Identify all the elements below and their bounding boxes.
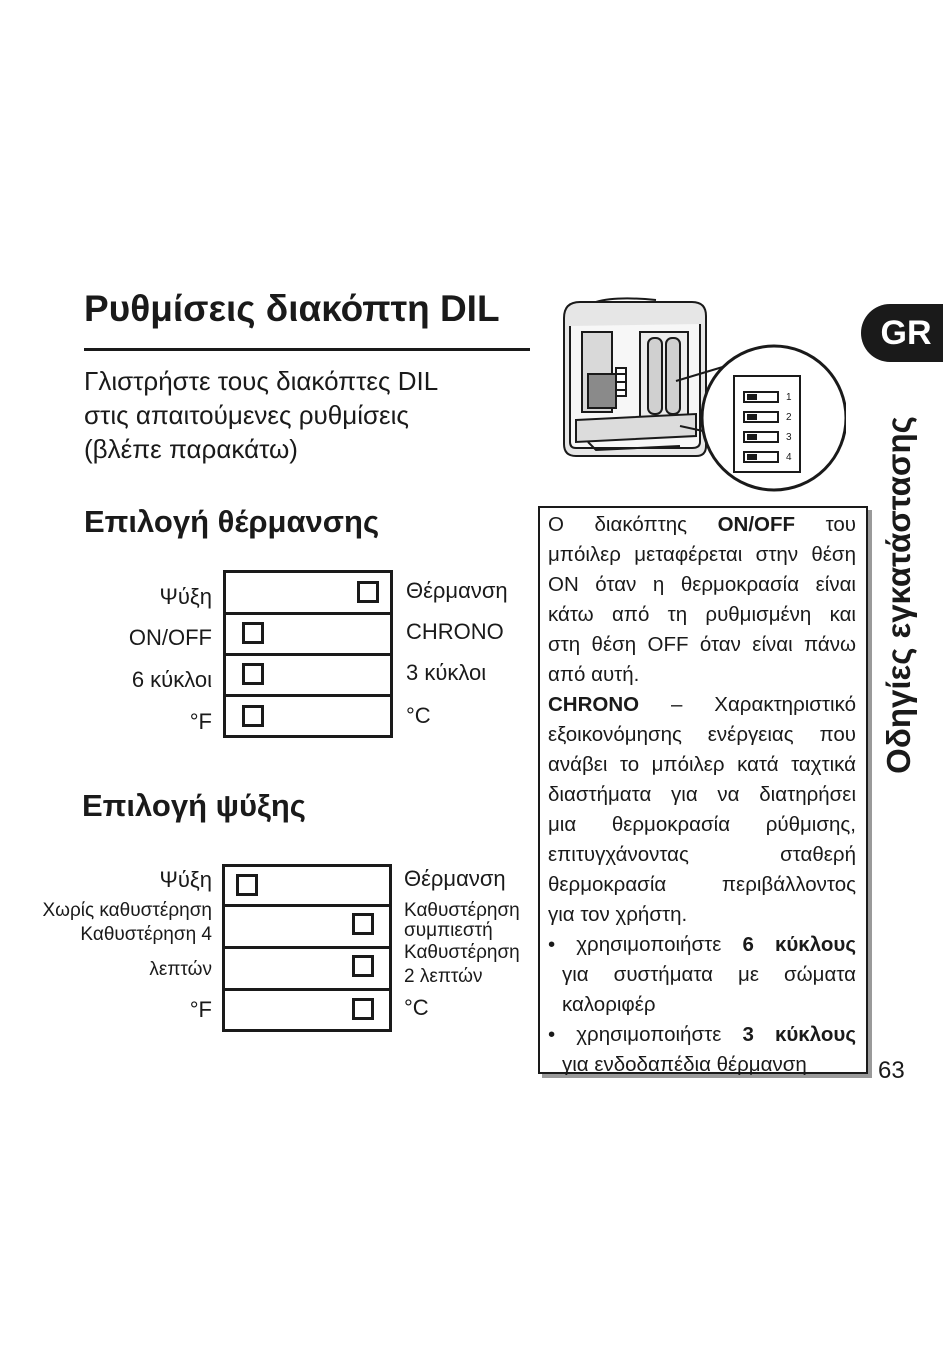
info-line: κάτω από τη ρυθμισμένη και: [548, 603, 856, 626]
cooling-dil-switch: [222, 864, 392, 1032]
cooling-left-label: Καθυστέρηση 4: [80, 924, 212, 945]
cooling-right-label: συμπιεστή: [404, 920, 493, 941]
info-box: [538, 506, 868, 1074]
dil-knob[interactable]: [352, 955, 374, 977]
dil-row: [225, 988, 389, 1032]
info-line: για τον χρήστη.: [548, 903, 688, 926]
info-line: μια θερμοκρασία ρύθμισης,: [548, 813, 856, 836]
cooling-right-label: 2 λεπτών: [404, 966, 483, 987]
cooling-right-label: Καθυστέρηση: [404, 942, 520, 963]
info-line: θερμοκρασία περιβάλλοντος: [548, 873, 856, 896]
dil-knob[interactable]: [352, 913, 374, 935]
info-line: διαστήματα για να διατηρήσει: [548, 783, 856, 806]
side-section-title-text: Οδηγίες εγκατάστασης: [880, 416, 917, 774]
bullet-line: • χρησιμοποιήστε 6 κύκλους: [548, 933, 856, 956]
cooling-left-label: °F: [189, 997, 212, 1022]
heating-left-label: ON/OFF: [128, 625, 212, 650]
dil-row: [225, 946, 389, 989]
dil-row: [226, 612, 390, 654]
intro-text: [84, 364, 524, 466]
intro-line: Γλιστρήστε τους διακόπτες DIL: [84, 366, 439, 396]
dil-row: [226, 573, 390, 612]
info-line: μπόιλερ μεταφέρεται στην θέση: [548, 543, 856, 566]
intro-line: (βλέπε παρακάτω): [84, 434, 298, 464]
heating-right-label: Θέρμανση: [406, 578, 508, 603]
info-line: CHRONO – Χαρακτηριστικό: [548, 693, 856, 716]
info-line: ανάβει το μπόιλερ κατά ταχτικά: [548, 753, 856, 776]
heating-left-label: Ψύξη: [159, 584, 212, 609]
heating-right-label: 3 κύκλοι: [406, 660, 487, 685]
bullet-line: καλοριφέρ: [562, 993, 656, 1016]
language-badge: GR: [861, 304, 943, 362]
info-line: στη θέση OFF όταν είναι πάνω: [548, 633, 856, 656]
dil-row: [226, 694, 390, 738]
info-line: επιτυγχάνοντας σταθερή: [548, 843, 856, 866]
cooling-heading: Επιλογή ψύξης: [82, 788, 306, 823]
cooling-left-label: Ψύξη: [159, 867, 212, 892]
dip-number: 3: [786, 432, 792, 443]
thermostat-illustration: [556, 296, 846, 496]
cooling-right-label: Θέρμανση: [404, 866, 506, 891]
cooling-right-label: °C: [404, 995, 429, 1020]
dil-row: [225, 867, 389, 904]
heating-dil-switch: [223, 570, 393, 738]
dip-number: 2: [786, 412, 792, 423]
intro-line: στις απαιτούμενες ρυθμίσεις: [84, 400, 409, 430]
dil-knob[interactable]: [242, 705, 264, 727]
dil-row: [225, 904, 389, 947]
cooling-right-label: Καθυστέρηση: [404, 900, 520, 921]
cooling-left-label: Χωρίς καθυστέρηση: [42, 900, 212, 921]
title-rule: [84, 348, 530, 351]
bullet-line: για συστήματα με σώματα: [562, 963, 856, 986]
cooling-left-label: λεπτών: [149, 959, 212, 980]
info-line: Ο διακόπτης ON/OFF του: [548, 513, 856, 536]
heating-heading: Επιλογή θέρμανσης: [84, 504, 380, 539]
info-line: ON όταν η θερμοκρασία είναι: [548, 573, 856, 596]
heating-right-label: °C: [406, 703, 431, 728]
dil-knob[interactable]: [242, 663, 264, 685]
page-number: 63: [878, 1057, 905, 1084]
info-line: εξοικονόμησης ενέργειας που: [548, 723, 856, 746]
heating-left-label: °F: [189, 709, 212, 734]
side-section-title: [879, 390, 919, 800]
dil-knob[interactable]: [236, 874, 258, 896]
dil-knob[interactable]: [357, 581, 379, 603]
heating-right-label: CHRONO: [406, 619, 504, 644]
dil-knob[interactable]: [352, 998, 374, 1020]
info-line: από αυτή.: [548, 663, 640, 686]
bullet-line: • χρησιμοποιήστε 3 κύκλους: [548, 1023, 856, 1046]
dil-knob[interactable]: [242, 622, 264, 644]
dip-number: 4: [786, 452, 792, 463]
dil-row: [226, 653, 390, 695]
heating-left-label: 6 κύκλοι: [131, 667, 212, 692]
bullet-line: για ενδοδαπέδια θέρμανση: [562, 1053, 807, 1076]
dip-number: 1: [786, 392, 792, 403]
page-title: Ρυθμίσεις διακόπτη DIL: [84, 288, 500, 329]
